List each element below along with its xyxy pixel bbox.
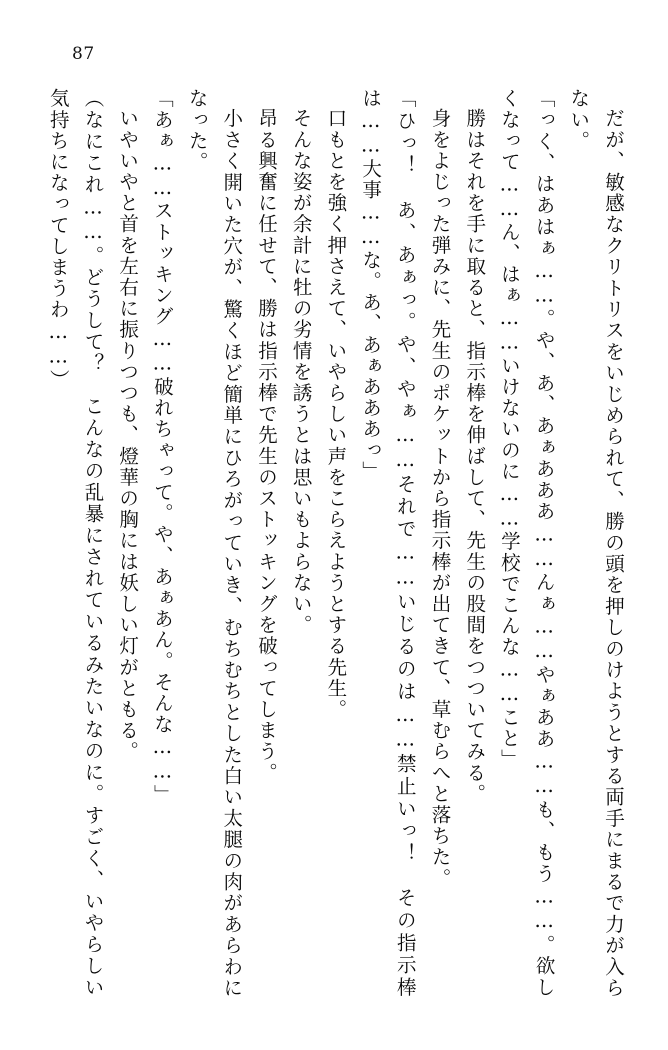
paragraph: だが、敏感なクリトリスをいじめられて、勝の頭を押しのけようとする両手にまるで力が入らない。 xyxy=(567,88,625,998)
paragraph: いやいやと首を左右に振りつつも、燈華の胸には妖しい灯がともる。 xyxy=(116,107,140,762)
paragraph: 勝はそれを手に取ると、指示棒を伸ばして、先生の股間をつついてみる。 xyxy=(463,107,487,804)
paragraph: （なにこれ……。どうして？ こんなの乱暴にされているみたいなのに。すごく、いやらしい気持ちになってしまうわ……） xyxy=(46,88,105,998)
paragraph: そんな姿が余計に牡の劣情を誘うとは思いもよらない。 xyxy=(289,107,313,635)
page-text-body xyxy=(40,88,630,998)
paragraph: 口もとを強く押さえて、いやらしい声をこらえようとする先生。 xyxy=(324,107,348,720)
paragraph: 昂る興奮に任せて、勝は指示棒で先生のストッキングを破ってしまう。 xyxy=(254,107,278,783)
page-number: 87 xyxy=(72,44,95,64)
paragraph: 身をよじった弾みに、先生のポケットから指示棒が出てきて、草むらへと落ちた。 xyxy=(428,107,452,889)
paragraph: 「あぁ……ストッキング……破れちゃって。や、あぁあん。そんな……」 xyxy=(150,88,174,806)
paragraph: 小さく開いた穴が、驚くほど簡単にひろがっていき、むちむちとした白い太腿の肉があらわになった。 xyxy=(185,88,244,998)
paragraph: 「ひっ！ あ、あぁっ。や、やぁ……それで……いじるのは……禁止いっ！ その指示棒は……大事……な。あ、あぁあああっ」 xyxy=(359,88,417,998)
paragraph: 「っく、はあはぁ……。や、あ、あぁあああ……んぁ……やぁああ……も、もう……。欲しくなって……ん、はぁ……いけないのに……学校でこんな……こと」 xyxy=(497,88,556,998)
